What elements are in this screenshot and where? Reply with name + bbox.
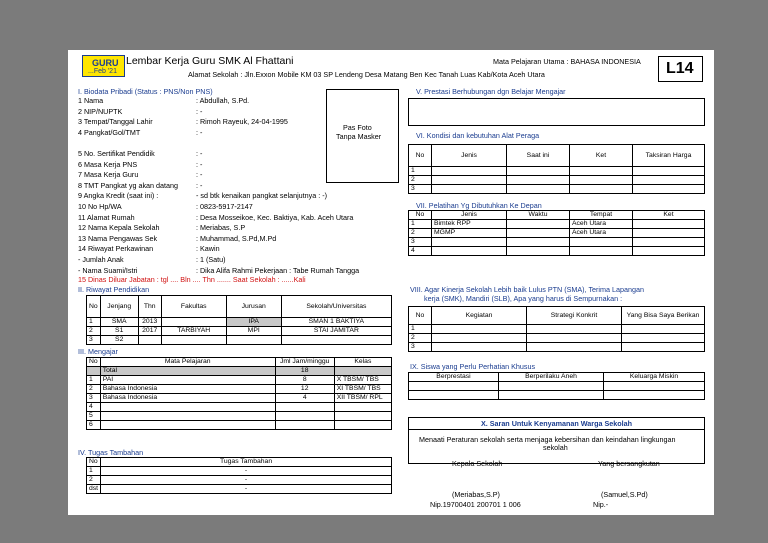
photo-label-1: Pas Foto (343, 123, 372, 132)
duties-table (86, 457, 392, 494)
suggestion-box (408, 417, 705, 464)
section-ii-title: II. Riwayat Pendidikan (78, 285, 150, 294)
education-row-cell: IPA (226, 318, 281, 327)
education-row-cell: S2 (100, 336, 138, 345)
equipment-row-cell: 2 (409, 176, 432, 185)
biodata-value: - sd btk kenaikan pangkat selanjutnya : -) (196, 191, 328, 201)
duty-row (87, 485, 392, 494)
strategy-header: Kegiatan (432, 307, 527, 325)
guru-badge (82, 55, 125, 77)
biodata-label: 10 No Hp/WA (78, 202, 122, 211)
guru-badge-date: ...Feb '21 (88, 68, 117, 75)
education-row-cell (161, 336, 226, 345)
training-row (409, 247, 705, 256)
section-viii-title-1: VIII. Agar Kinerja Sekolah Lebih baik Lulus PTN (SMA), Terima Lapangan (410, 285, 644, 294)
education-row (87, 318, 392, 327)
biodata-label: - Jumlah Anak (78, 255, 124, 264)
teaching-row-cell: 3 (87, 394, 101, 403)
education-row-cell (226, 336, 281, 345)
equipment-row-cell (432, 185, 507, 194)
document-title: Lembar Kerja Guru SMK Al Fhattani (126, 55, 294, 67)
education-row (87, 327, 392, 336)
teaching-row (87, 394, 392, 403)
training-row-cell: MGMP (432, 229, 507, 238)
biodata-label: 8 TMT Pangkat yg akan datang (78, 180, 179, 190)
suggestion-text-2: sekolah (543, 443, 568, 452)
photo-label-2: Tanpa Masker (336, 132, 382, 141)
section-v-title: V. Prestasi Berhubungan dgn Belajar Mengajar (416, 87, 566, 96)
equipment-row-cell (507, 167, 570, 176)
training-row (409, 220, 705, 229)
students-row-cell (409, 391, 499, 400)
section-vii-title: VII. Pelatihan Yg Dibutuhkan Ke Depan (416, 201, 542, 210)
strategy-row-cell (432, 334, 527, 343)
strategy-row (409, 343, 705, 352)
teaching-row-cell: Bahasa Indonesia (100, 394, 275, 403)
photo-box (326, 89, 399, 183)
biodata-label: 13 Nama Pengawas Sek (78, 233, 158, 243)
teaching-row-cell: Bahasa Indonesia (100, 385, 275, 394)
biodata-value: : 1 (Satu) (196, 255, 226, 264)
duty-row-cell: - (101, 467, 392, 476)
teaching-row (87, 403, 392, 412)
strategy-row-cell (432, 343, 527, 352)
training-row-cell (633, 238, 705, 247)
equipment-row-cell (432, 167, 507, 176)
biodata-value: : - (196, 106, 203, 116)
teaching-table (86, 357, 392, 430)
strategy-row (409, 325, 705, 334)
equipment-row (409, 167, 705, 176)
training-header: Tempat (570, 211, 633, 220)
equipment-row-cell (633, 167, 705, 176)
strategy-row-cell (527, 325, 622, 334)
biodata-label: 9 Angka Kredit (saat ini) : (78, 191, 159, 201)
biodata-label: 3 Tempat/Tanggal Lahir (78, 117, 153, 127)
duty-row-cell: - (101, 476, 392, 485)
training-row-cell (570, 247, 633, 256)
training-row-cell (507, 229, 570, 238)
teaching-row-cell (275, 403, 334, 412)
teaching-row (87, 412, 392, 421)
birth-death-note: 15 Dinas Diluar Jabatan : tgl .... Bln .... Thn ....... Saat Sekolah : ......Kali (78, 275, 306, 284)
biodata-label: 11 Alamat Rumah (78, 212, 135, 222)
students-header: Berprestasi (409, 373, 499, 382)
equipment-row-cell (570, 167, 633, 176)
education-row-cell: MPI (226, 327, 281, 336)
training-row (409, 238, 705, 247)
teaching-row-cell: 6 (87, 421, 101, 430)
duty-row (87, 476, 392, 485)
teaching-row-cell (334, 412, 391, 421)
biodata-value: : - (196, 180, 203, 190)
biodata-value: : - (196, 149, 203, 158)
biodata-label: 7 Masa Kerja Guru (78, 170, 139, 180)
equipment-row-cell (570, 185, 633, 194)
education-row-cell: SMAN 1 BAKTIYA (281, 318, 391, 327)
section-vi-title: VI. Kondisi dan kebutuhan Alat Peraga (416, 131, 540, 140)
strategy-row-cell (432, 325, 527, 334)
biodata-label: 14 Riwayat Perkawinan (78, 244, 154, 254)
teaching-header: No (87, 358, 101, 367)
equipment-header: Ket (570, 145, 633, 167)
education-row-cell (281, 336, 391, 345)
section-iv-title: IV. Tugas Tambahan (78, 448, 144, 457)
biodata-value: : Kawin (196, 244, 220, 254)
education-row-cell (138, 336, 161, 345)
strategy-row-cell: 3 (409, 343, 432, 352)
equipment-row-cell (507, 185, 570, 194)
strategy-row (409, 334, 705, 343)
education-row (87, 336, 392, 345)
students-header: Keluarga Miskin (604, 373, 705, 382)
teaching-header: Kelas (334, 358, 391, 367)
training-row-cell: 3 (409, 238, 432, 247)
duty-row (87, 467, 392, 476)
strategy-row-cell (527, 334, 622, 343)
biodata-value: : - (196, 159, 203, 169)
biodata-label: 6 Masa Kerja PNS (78, 159, 138, 169)
section-x-title: X. Saran Untuk Kenyamanan Warga Sekolah (409, 419, 704, 430)
biodata-label: 2 NIP/NUPTK (78, 106, 123, 116)
duties-header: No (87, 458, 101, 467)
teaching-row (87, 385, 392, 394)
biodata-label: 4 Pangkat/Gol/TMT (78, 127, 141, 137)
biodata-value: : Meriabas, S.P (196, 223, 246, 233)
teaching-row-cell (100, 412, 275, 421)
teaching-row-cell: 8 (275, 376, 334, 385)
teaching-total-value: 18 (275, 367, 334, 376)
duty-row-cell: - (101, 485, 392, 494)
training-header: Waktu (507, 211, 570, 220)
teaching-row-cell (275, 412, 334, 421)
section-ix-title: IX. Siswa yang Perlu Perhatian Khusus (410, 362, 536, 371)
equipment-row-cell (570, 176, 633, 185)
education-row-cell: 2017 (138, 327, 161, 336)
signature-principal-title: Kepala Sekolah (452, 459, 503, 468)
teaching-row (87, 421, 392, 430)
teaching-row-cell: 1 (87, 376, 101, 385)
training-header: No (409, 211, 432, 220)
equipment-row-cell (633, 176, 705, 185)
duties-header: Tugas Tambahan (101, 458, 392, 467)
signature-principal-nip: Nip.19700401 200701 1 006 (430, 500, 521, 509)
strategy-row-cell (622, 334, 705, 343)
teaching-row-cell: XII TBSM/ RPL (334, 394, 391, 403)
teaching-row-cell: 12 (275, 385, 334, 394)
subject-label: Mata Pelajaran Utama : BAHASA INDONESIA (493, 57, 641, 66)
teaching-row-cell: 4 (87, 403, 101, 412)
biodata-label: - Nama Suami/Istri (78, 265, 138, 275)
students-row-cell (499, 391, 604, 400)
education-table (86, 295, 392, 345)
students-row-cell (604, 382, 705, 391)
section-iii-title: III. Mengajar (78, 347, 118, 356)
biodata-value: : Abdullah, S.Pd. (196, 96, 250, 105)
training-header: Ket (633, 211, 705, 220)
suggestion-text-1: Menaati Peraturan sekolah serta menjaga kebersihan dan keindahan lingkungan (419, 435, 676, 444)
training-header: Jenis (432, 211, 507, 220)
equipment-table (408, 144, 705, 194)
teaching-row-cell (100, 403, 275, 412)
biodata-value: : Dika Alifa Rahmi Pekerjaan : Tabe Rumah Tangga (196, 265, 360, 275)
education-row-cell: 3 (87, 336, 101, 345)
students-header: Berperilaku Aneh (499, 373, 604, 382)
equipment-row-cell (633, 185, 705, 194)
students-table (408, 372, 705, 400)
teaching-row (87, 376, 392, 385)
education-row-cell: SMA (100, 318, 138, 327)
teaching-total-label: Total (100, 367, 275, 376)
equipment-row (409, 185, 705, 194)
equipment-row (409, 176, 705, 185)
guru-badge-title: GURU (92, 58, 119, 68)
education-header: Fakultas (161, 296, 226, 318)
students-row (409, 391, 705, 400)
training-row-cell (633, 229, 705, 238)
document-sheet (68, 50, 714, 515)
biodata-label: 5 No. Sertifikat Pendidik (78, 149, 155, 158)
strategy-row-cell (622, 325, 705, 334)
training-row-cell (633, 247, 705, 256)
training-row-cell (633, 220, 705, 229)
teaching-row-cell: XI TBSM/ TBS (334, 385, 391, 394)
education-header: Jenjang (100, 296, 138, 318)
equipment-header: Taksiran Harga (633, 145, 705, 167)
students-row (409, 382, 705, 391)
strategy-row-cell: 1 (409, 325, 432, 334)
signature-teacher-name: (Samuel,S.Pd) (601, 490, 648, 499)
students-row-cell (409, 382, 499, 391)
education-row-cell: 2 (87, 327, 101, 336)
biodata-value: : Desa Mosseikoe, Kec. Baktiya, Kab. Aceh Utara (196, 212, 354, 222)
equipment-header: Jenis (432, 145, 507, 167)
teaching-row-cell (100, 421, 275, 430)
education-header: Jurusan (226, 296, 281, 318)
equipment-row-cell (507, 176, 570, 185)
signature-principal-name: (Meriabas,S.P) (452, 490, 500, 499)
duty-row-cell: 2 (87, 476, 101, 485)
biodata-value: : 0823-5917-2147 (196, 202, 253, 211)
equipment-header: Saat ini (507, 145, 570, 167)
teaching-row-cell: 5 (87, 412, 101, 421)
training-row-cell: Bimtek RPP (432, 220, 507, 229)
training-row-cell: Aceh Utara (570, 229, 633, 238)
strategy-row-cell (527, 343, 622, 352)
teaching-header: Jml Jam/minggu (275, 358, 334, 367)
strategy-header: No (409, 307, 432, 325)
education-row-cell: TARBIYAH (161, 327, 226, 336)
signature-teacher-title: Yang bersangkutan (598, 459, 660, 468)
signature-teacher-nip: Nip.- (593, 500, 609, 509)
equipment-row-cell (432, 176, 507, 185)
education-header: No (87, 296, 101, 318)
teaching-row-cell: X TBSM/ TBS (334, 376, 391, 385)
education-row-cell (161, 318, 226, 327)
school-address: Alamat Sekolah : Jln.Exxon Mobile KM 03 SP Lendeng Desa Matang Ben Kec Tanah Luas Kab/Kota Aceh Utara (188, 70, 545, 79)
teaching-row-cell (275, 421, 334, 430)
training-row-cell: 1 (409, 220, 432, 229)
teaching-row-cell (334, 403, 391, 412)
biodata-value: : Muhammad, S.Pd,M.Pd (196, 233, 277, 243)
biodata-label: 1 Nama (78, 96, 104, 105)
teaching-row-cell (334, 421, 391, 430)
education-header: Thn (138, 296, 161, 318)
training-row-cell (432, 238, 507, 247)
duty-row-cell: dst (87, 485, 101, 494)
duty-row-cell: 1 (87, 467, 101, 476)
strategy-header: Yang Bisa Saya Berikan (622, 307, 705, 325)
education-row-cell: 2013 (138, 318, 161, 327)
training-row-cell: 4 (409, 247, 432, 256)
equipment-row-cell: 1 (409, 167, 432, 176)
training-row-cell (432, 247, 507, 256)
training-row-cell (507, 247, 570, 256)
biodata-value: : - (196, 170, 203, 180)
teaching-row-cell: PAI (100, 376, 275, 385)
section-viii-title-2: kerja (SMK), Mandiri (SLB), Apa yang harus di Sempurnakan : (424, 294, 623, 303)
biodata-label: 12 Nama Kepala Sekolah (78, 223, 160, 233)
biodata-value: : - (196, 127, 203, 137)
strategy-row-cell (622, 343, 705, 352)
training-row-cell: 2 (409, 229, 432, 238)
education-header: Sekolah/Universitas (281, 296, 391, 318)
teaching-row-cell: 2 (87, 385, 101, 394)
teaching-row-cell: 4 (275, 394, 334, 403)
biodata-value: : Rimoh Rayeuk, 24-04-1995 (196, 117, 288, 127)
training-row-cell (570, 238, 633, 247)
training-row-cell (507, 220, 570, 229)
training-table (408, 210, 705, 256)
form-code-text: L14 (666, 60, 694, 77)
equipment-row-cell: 3 (409, 185, 432, 194)
equipment-header: No (409, 145, 432, 167)
training-row-cell: Aceh Utara (570, 220, 633, 229)
education-row-cell: 1 (87, 318, 101, 327)
education-row-cell: STAI JAMITAR (281, 327, 391, 336)
strategy-row-cell: 2 (409, 334, 432, 343)
training-row-cell (507, 238, 570, 247)
teaching-header: Mata Pelajaran (100, 358, 275, 367)
students-row-cell (604, 391, 705, 400)
achievement-box (408, 98, 705, 126)
form-code (658, 56, 703, 82)
strategy-header: Strategi Konkrit (527, 307, 622, 325)
strategy-table (408, 306, 705, 352)
education-row-cell: S1 (100, 327, 138, 336)
training-row (409, 229, 705, 238)
students-row-cell (499, 382, 604, 391)
section-i-title: I. Biodata Pribadi (Status : PNS/Non PNS) (78, 87, 213, 96)
